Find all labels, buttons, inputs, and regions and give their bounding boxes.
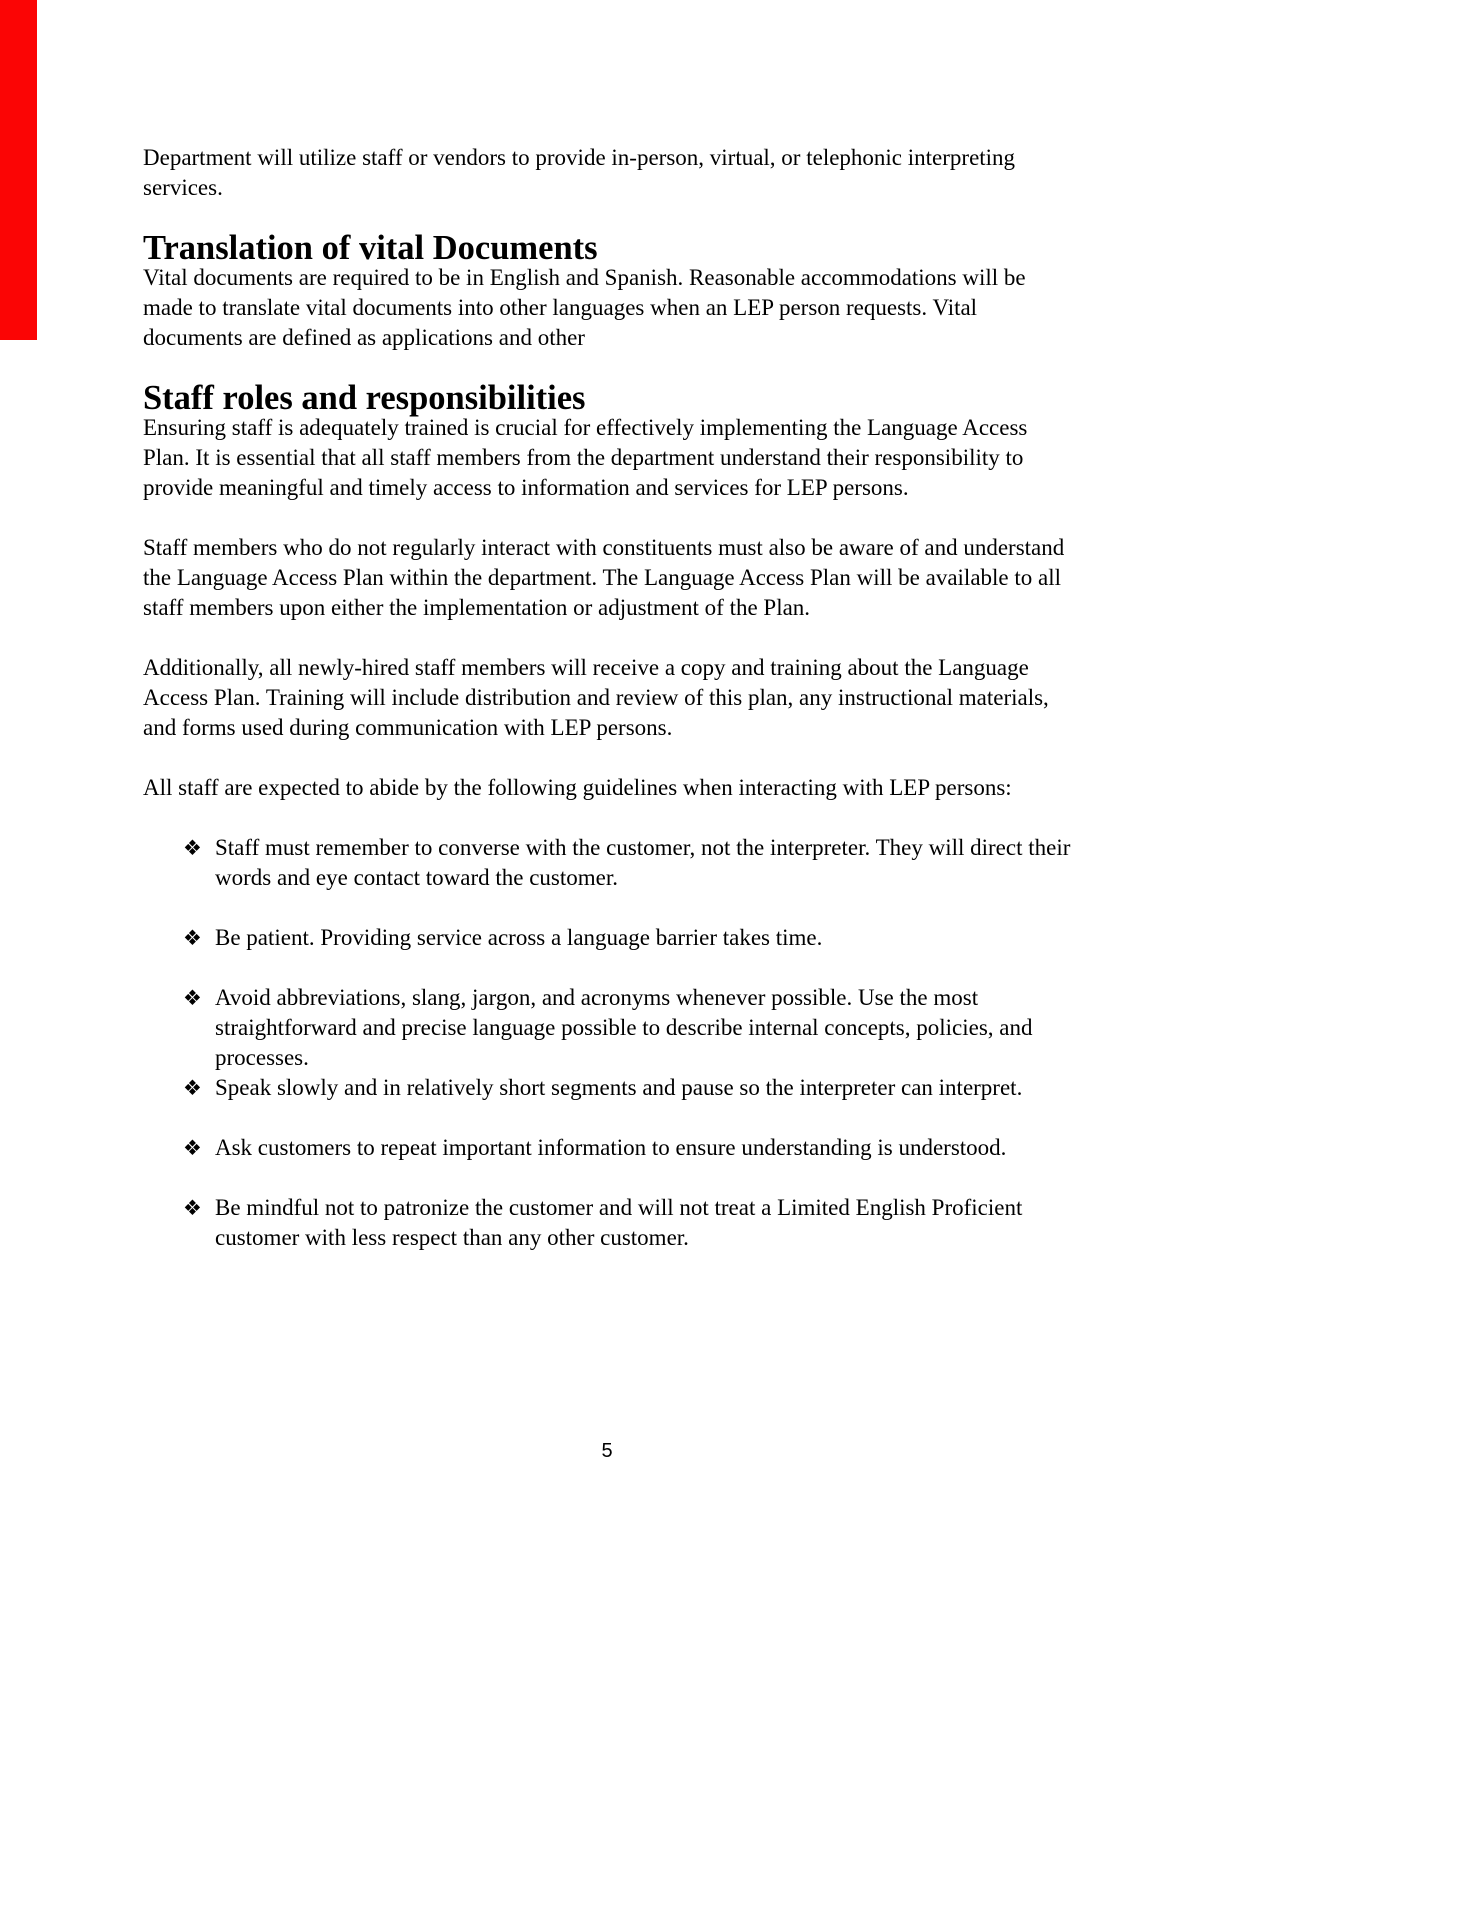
diamond-bullet-icon: ❖ (183, 986, 202, 1010)
list-item-text: Be mindful not to patronize the customer and will not treat a Limited English Proficient customer with less respect than any other customer. (215, 1195, 1023, 1250)
list-item (183, 983, 1071, 1073)
list-item-text: Be patient. Providing service across a language barrier takes time. (215, 925, 823, 950)
diamond-bullet-icon: ❖ (183, 926, 202, 950)
diamond-bullet-icon: ❖ (183, 1136, 202, 1160)
list-item-text: Staff must remember to converse with the customer, not the interpreter. They will direct their words and eye contact toward the customer. (215, 835, 1071, 890)
list-item (183, 1133, 1071, 1163)
staff-paragraph-2: Staff members who do not regularly interact with constituents must also be aware of and understand the Language Access Plan within the department. The Language Access Plan will be available to all staff members upon either the implementation or adjustment of the Plan. (143, 535, 1065, 620)
red-margin-bar (0, 0, 37, 340)
list-item-text: Avoid abbreviations, slang, jargon, and acronyms whenever possible. Use the most straightforward and precise language possible to describe internal concepts, policies, and processes. (215, 985, 1033, 1070)
list-item (183, 833, 1071, 893)
list-item-text: Speak slowly and in relatively short segments and pause so the interpreter can interpret. (215, 1075, 1023, 1100)
diamond-bullet-icon: ❖ (183, 1076, 202, 1100)
section-heading-translation: Translation of vital Documents (143, 229, 598, 267)
list-item (183, 1193, 1071, 1253)
list-item-text: Ask customers to repeat important information to ensure understanding is understood. (215, 1135, 1007, 1160)
list-item (183, 1073, 1071, 1103)
document-body (143, 143, 1071, 1283)
list-item (183, 923, 1071, 953)
diamond-bullet-icon: ❖ (183, 836, 202, 860)
page-number: 5 (601, 1440, 613, 1462)
staff-paragraph-1: Ensuring staff is adequately trained is crucial for effectively implementing the Language Access Plan. It is essential that all staff members from the department understand their responsibility to provide meaningful and timely access to information and services for LEP persons. (143, 415, 1028, 500)
guidelines-list (143, 833, 1071, 1253)
diamond-bullet-icon: ❖ (183, 1196, 202, 1220)
staff-paragraph-3: Additionally, all newly-hired staff members will receive a copy and training about the Language Access Plan. Training will include distribution and review of this plan, any instructional materials, and forms used during communication with LEP persons. (143, 655, 1049, 740)
intro-paragraph: Department will utilize staff or vendors to provide in-person, virtual, or telephonic interpreting services. (143, 145, 1016, 200)
section-heading-staff-roles: Staff roles and responsibilities (143, 379, 586, 417)
translation-paragraph: Vital documents are required to be in English and Spanish. Reasonable accommodations will be made to translate vital documents into other languages when an LEP person requests. Vital documents are defined as applications and other (143, 265, 1026, 350)
guidelines-intro-paragraph: All staff are expected to abide by the following guidelines when interacting with LEP persons: (143, 775, 1012, 800)
